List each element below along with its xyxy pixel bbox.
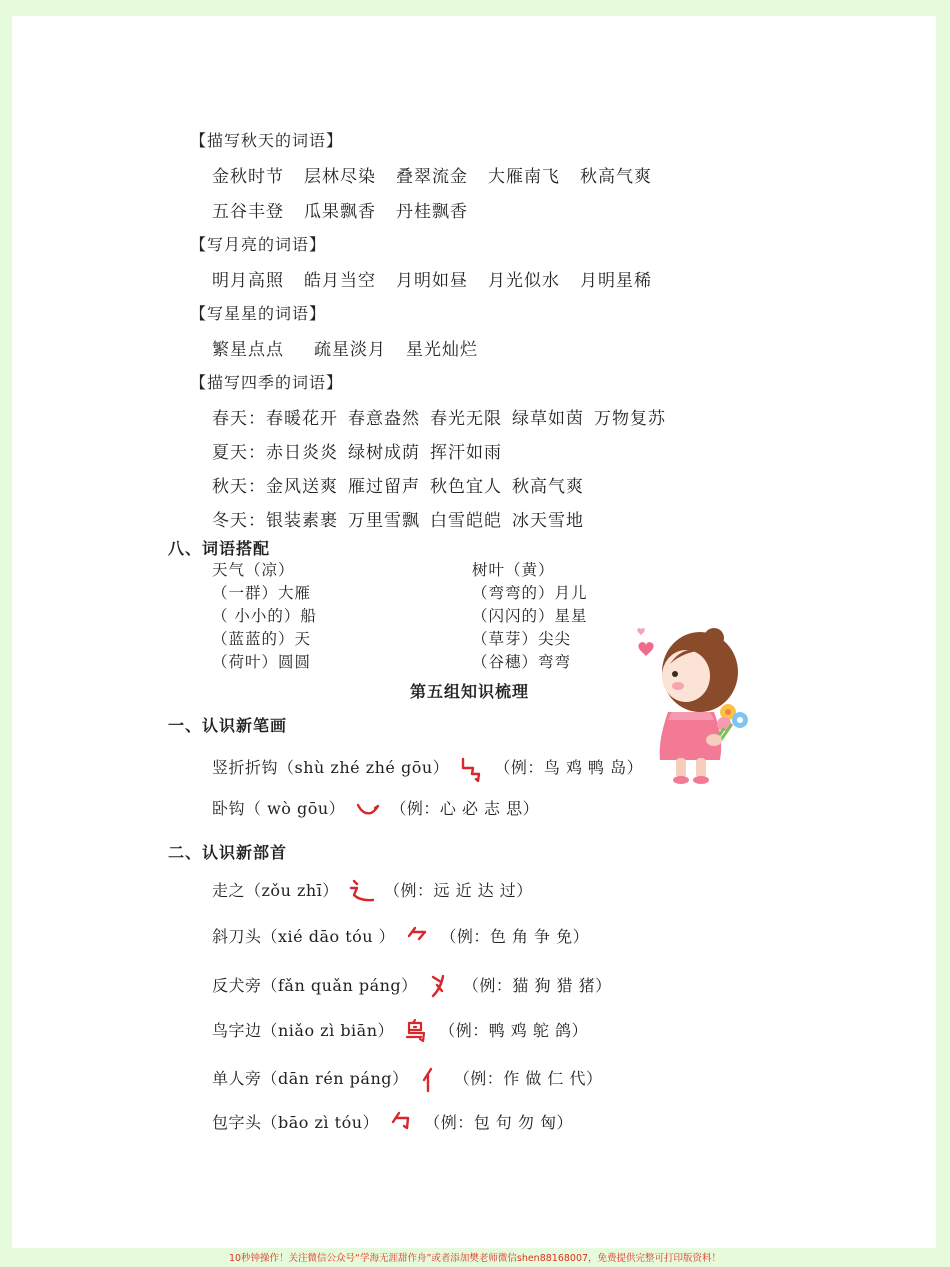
pair-left-1: 天气（凉）	[212, 561, 295, 579]
radical-item-zou-zhi: 走之（zǒu zhī） （例：远 近 达 过）	[212, 878, 533, 905]
zou-zhi-radical-icon	[348, 879, 374, 905]
footer-promo-text: 10秒钟操作！关注微信公众号“学海无涯甜作舟”或者添加樊老师微信shen88168007，免费提供完整可打印版资料！	[228, 1253, 722, 1264]
heart-icon	[637, 628, 645, 635]
fan-quan-pang-radical-icon	[427, 974, 453, 1000]
bao-zi-tou-radical-icon	[389, 1111, 415, 1137]
pair-right-3: （闪闪的）星星	[472, 607, 588, 625]
autumn-words-header: 【描写秋天的词语】	[190, 131, 344, 150]
radical-item-xie-dao-tou: 斜刀头（xié dāo tóu ） （例：色 角 争 免）	[212, 924, 589, 951]
autumn-words-row-1: 金秋时节 层林尽染 叠翠流金 大雁南飞 秋高气爽	[212, 167, 652, 187]
pair-left-2: （一群）大雁	[212, 584, 312, 602]
pair-right-4: （草芽）尖尖	[472, 630, 572, 648]
stroke-item-wo-gou: 卧钩（ wò gōu） （例：心 必 志 思）	[212, 796, 539, 823]
dan-ren-pang-radical-icon	[418, 1067, 444, 1093]
section-1-title: 一、认识新笔画	[168, 716, 288, 735]
autumn-season-words-row: 秋天：金风送爽 雁过留声 秋色宜人 秋高气爽	[212, 477, 584, 497]
xie-dao-tou-radical-icon	[405, 925, 431, 951]
moon-words-header: 【写月亮的词语】	[190, 235, 327, 254]
star-words-header: 【写星星的词语】	[190, 304, 327, 323]
moon-words-row: 明月高照 皓月当空 月明如昼 月光似水 月明星稀	[212, 271, 652, 291]
pair-right-2: （弯弯的）月儿	[472, 584, 588, 602]
section-2-title: 二、认识新部首	[168, 843, 288, 862]
radical-item-dan-ren-pang: 单人旁（dān rén páng） （例：作 做 仁 代）	[212, 1066, 602, 1093]
star-words-row: 繁星点点 疏星淡月 星光灿烂	[212, 340, 478, 360]
vertical-fold-fold-hook-stroke-icon	[459, 756, 485, 782]
radical-item-fan-quan-pang: 反犬旁（fǎn quǎn páng） （例：猫 狗 猎 猪）	[212, 973, 612, 1000]
spring-words-row: 春天：春暖花开 春意盎然 春光无限 绿草如茵 万物复苏	[212, 409, 666, 429]
winter-words-row: 冬天：银装素裹 万里雪飘 白雪皑皑 冰天雪地	[212, 511, 584, 531]
pair-left-4: （蓝蓝的）天	[212, 630, 312, 648]
pair-left-3: （ 小小的）船	[212, 607, 317, 625]
autumn-words-row-2: 五谷丰登 瓜果飘香 丹桂飘香	[212, 202, 468, 222]
stroke-item-shu-zhe-zhe-gou: 竖折折钩（shù zhé zhé gōu） （例：鸟 鸡 鸭 岛）	[212, 755, 643, 782]
lying-hook-stroke-icon	[355, 797, 381, 823]
group-5-title: 第五组知识梳理	[410, 682, 530, 701]
radical-item-niao-zi-bian: 鸟字边（niǎo zì biān） （例：鸭 鸡 鸵 鸽）	[212, 1018, 588, 1045]
season-words-header: 【描写四季的词语】	[190, 373, 344, 392]
radical-item-bao-zi-tou: 包字头（bāo zì tóu） （例：包 句 勿 匈）	[212, 1110, 573, 1137]
heart-icon	[638, 642, 653, 656]
section-8-title: 八、词语搭配	[168, 539, 271, 558]
girl-with-flowers-illustration	[628, 620, 758, 785]
pair-left-5: （荷叶）圆圆	[212, 653, 312, 671]
niao-zi-bian-radical-icon	[404, 1019, 430, 1045]
summer-words-row: 夏天：赤日炎炎 绿树成荫 挥汗如雨	[212, 443, 502, 463]
pair-right-5: （谷穗）弯弯	[472, 653, 572, 671]
pair-right-1: 树叶（黄）	[472, 561, 555, 579]
